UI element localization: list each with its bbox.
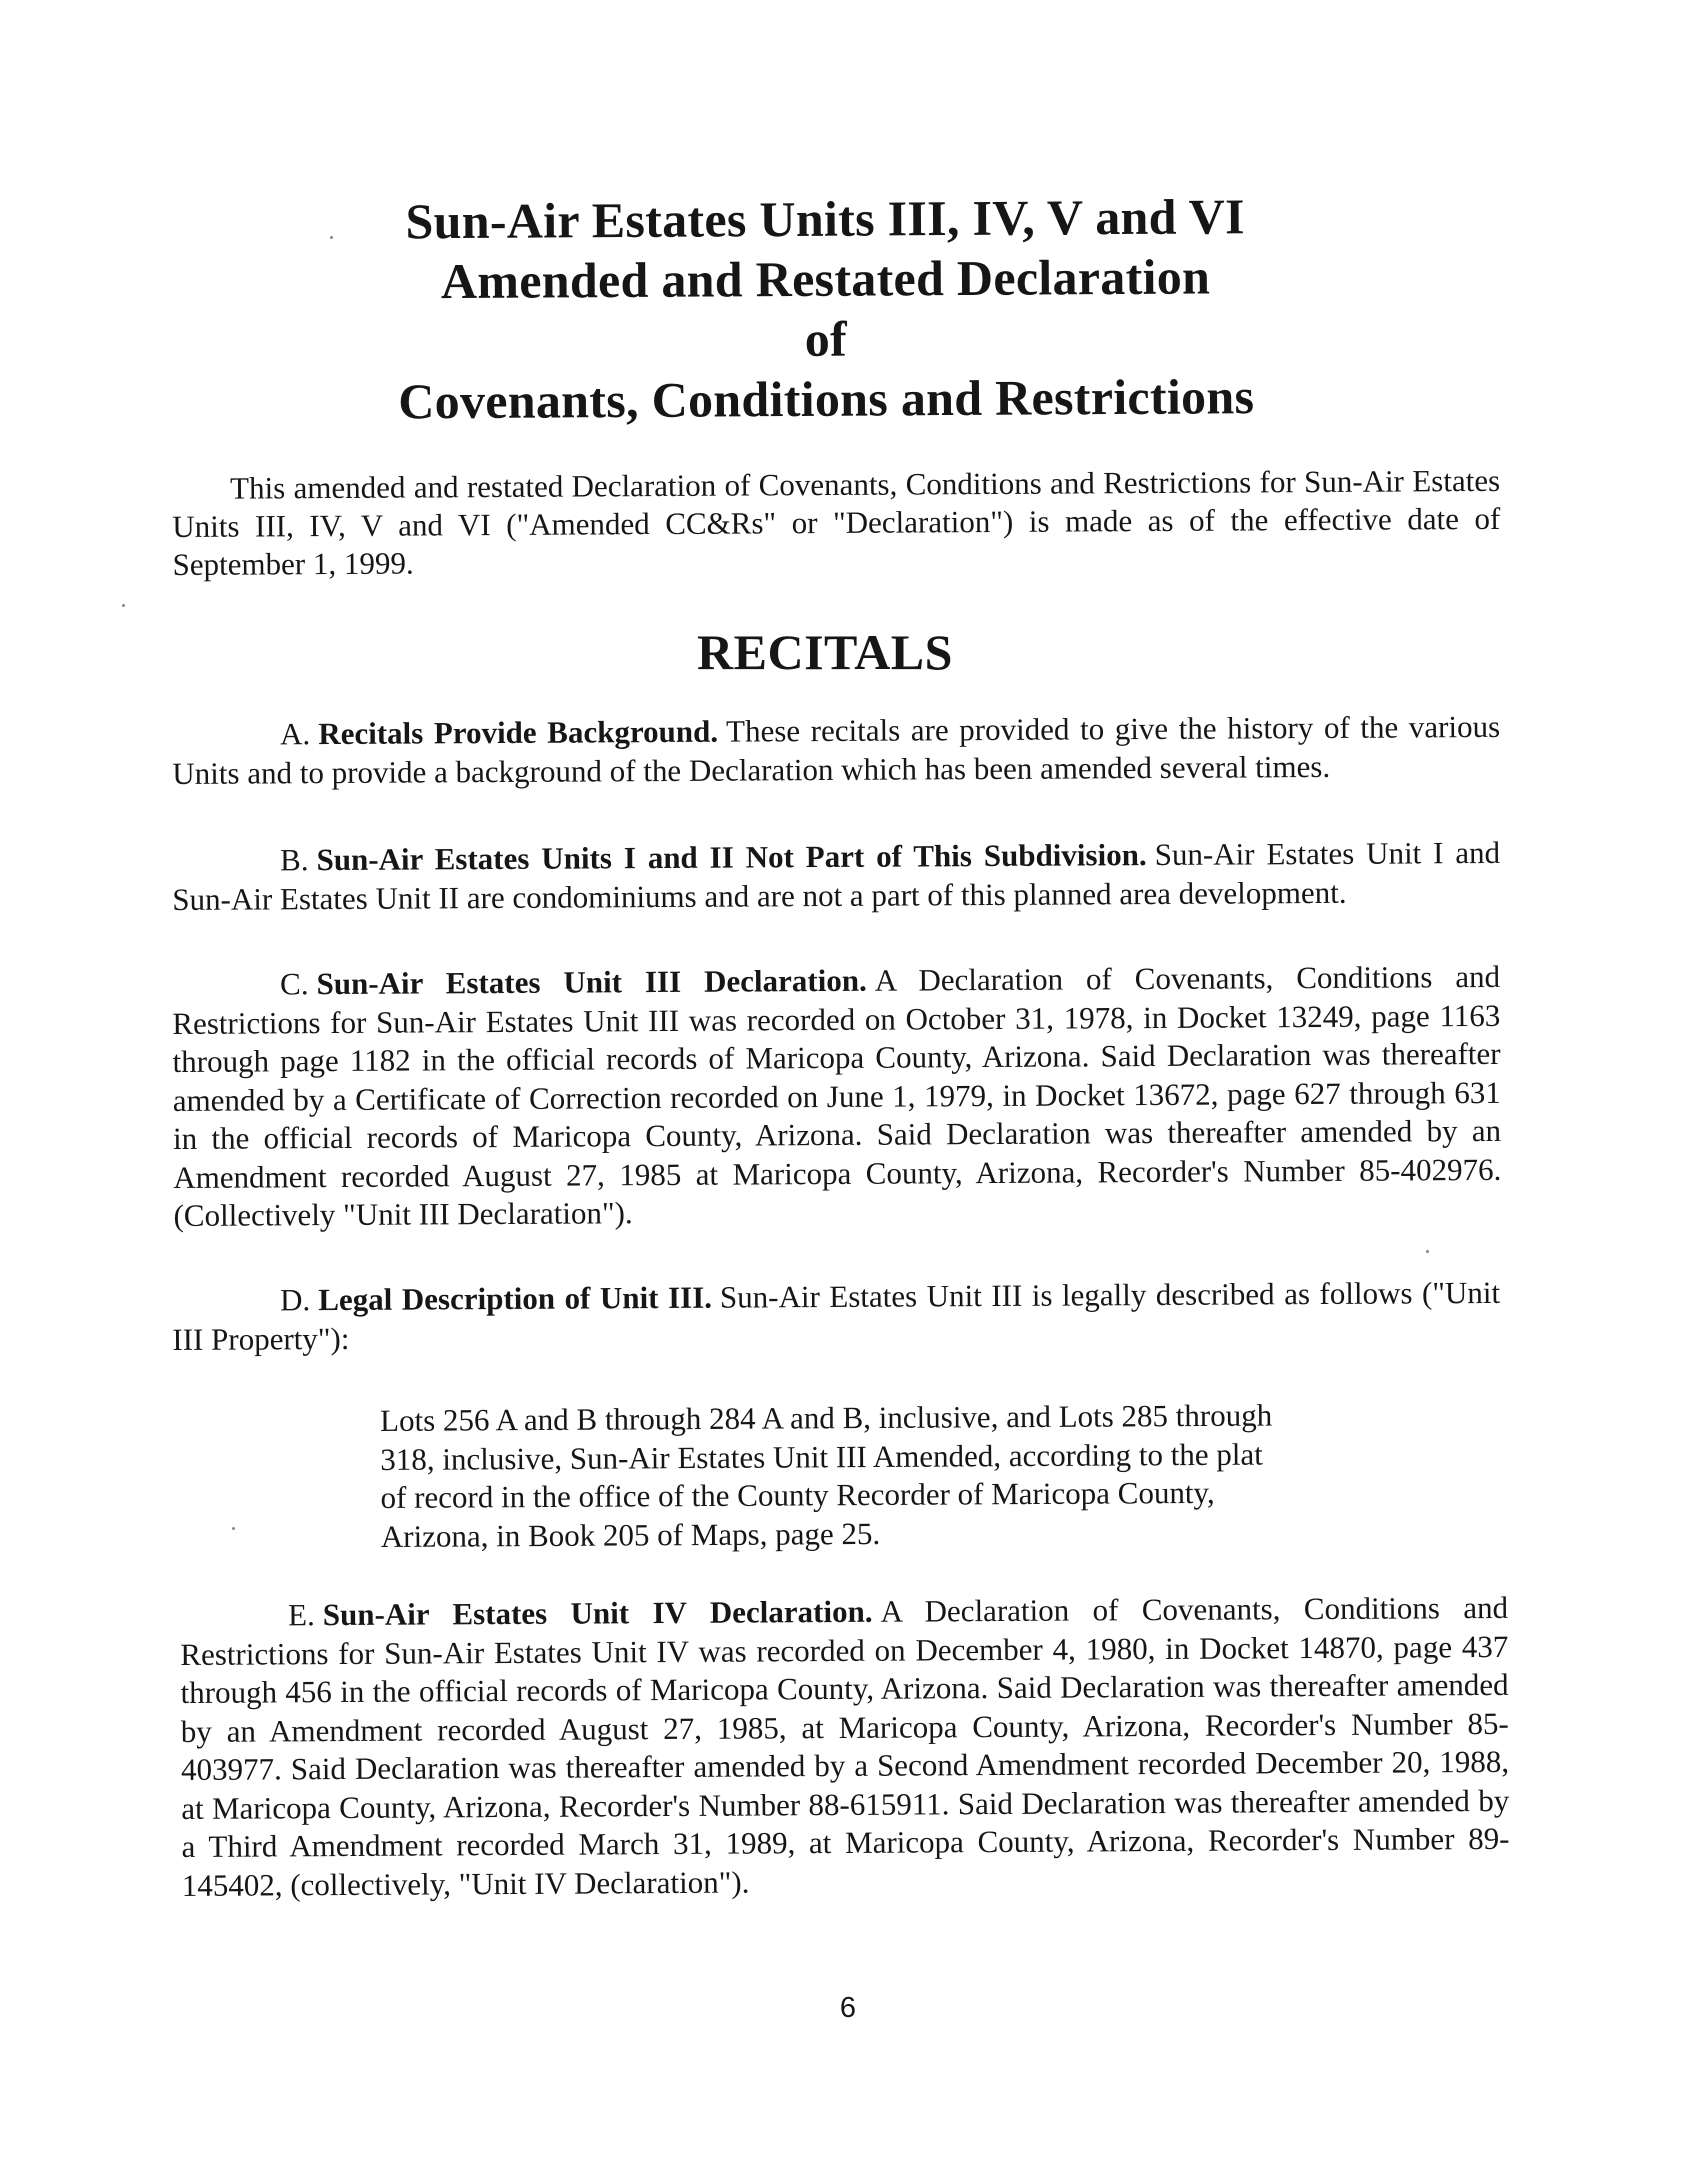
recital-c <box>172 958 1502 1236</box>
recital-letter: A. <box>280 716 311 752</box>
recital-b <box>172 834 1500 919</box>
recital-letter: C. <box>280 966 309 1002</box>
recital-body: Sun-Air Estates Unit III is legally described as follows ("Unit III Property"): <box>172 1274 1501 1357</box>
scan-speck <box>232 1527 235 1530</box>
recital-body: A Declaration of Covenants, Conditions and Restrictions for Sun-Air Estates Unit IV was recorded on December 4, 1980, in Docket 14870, page 437 through 456 in the official records of Maricopa County, Arizona. Said Declaration was thereafter amended by an Amendment recorded August 27, 1985, at Maricopa County, Arizona, Recorder's Number 85-403977. Said Declaration was thereafter amended by a Second Amendment recorded December 20, 1988, at Maricopa County, Arizona, Recorder's Number 88-615911. Said Declaration was thereafter amended by a Third Amendment recorded March 31, 1989, at Maricopa County, Arizona, Recorder's Number 89-145402, (collectively, "Unit IV Declaration"). <box>180 1589 1510 1903</box>
recital-a <box>172 708 1500 793</box>
recital-body: Sun-Air Estates Unit I and Sun-Air Estates Unit II are condominiums and are not a part of this planned area development. <box>172 834 1501 917</box>
title-line-2: Amended and Restated Declaration <box>440 248 1211 310</box>
recital-title: Sun-Air Estates Unit III Declaration. <box>316 962 867 1002</box>
recital-letter: E. <box>288 1597 315 1633</box>
recital-d <box>172 1274 1500 1359</box>
section-heading-recitals: RECITALS <box>697 624 953 680</box>
title-line-1: Sun-Air Estates Units III, IV, V and VI <box>405 188 1245 250</box>
recital-body: A Declaration of Covenants, Conditions and Restrictions for Sun-Air Estates Unit III was recorded on October 31, 1978, in Docket 13249, page 1163 through page 1182 in the official records of Maricopa County, Arizona. Said Declaration was thereafter amended by a Certificate of Correction recorded on June 1, 1979, in Docket 13672, page 627 through 631 in the official records of Maricopa County, Arizona. Said Declaration was thereafter amended by an Amendment recorded August 27, 1985 at Maricopa County, Arizona, Recorder's Number 85-402976. (Collectively "Unit III Declaration"). <box>172 958 1502 1233</box>
recital-e <box>180 1589 1510 1905</box>
recital-letter: D. <box>280 1282 311 1318</box>
legal-description-block: Lots 256 A and B through 284 A and B, inclusive, and Lots 285 through 318, inclusive, Sun-Air Estates Unit III Amended, according to the plat of record in the office of the County Recorder of Maricopa County, Arizona, in Book 205 of Maps, page 25. <box>380 1397 1273 1554</box>
recital-title: Legal Description of Unit III. <box>318 1279 713 1318</box>
scan-speck <box>330 236 333 239</box>
page-number: 6 <box>839 1992 857 2024</box>
title-line-4: Covenants, Conditions and Restrictions <box>398 368 1255 430</box>
title-line-3: of <box>804 310 848 367</box>
recital-title: Sun-Air Estates Units I and II Not Part of This Subdivision. <box>316 837 1147 878</box>
recital-title: Recitals Provide Background. <box>318 713 719 752</box>
intro-paragraph: This amended and restated Declaration of Covenants, Conditions and Restrictions for Sun-Air Estates Units III, IV, V and VI ("Amended CC&Rs" or "Declaration") is made as of the effective date of September 1, 1999. <box>172 462 1501 582</box>
scan-speck <box>1426 1250 1429 1253</box>
scan-speck <box>122 604 125 607</box>
recital-letter: B. <box>280 842 309 878</box>
document-title <box>300 186 1351 432</box>
recital-body: These recitals are provided to give the history of the various Units and to provide a background of the Declaration which has been amended several times. <box>172 708 1501 791</box>
recital-title: Sun-Air Estates Unit IV Declaration. <box>322 1593 873 1633</box>
